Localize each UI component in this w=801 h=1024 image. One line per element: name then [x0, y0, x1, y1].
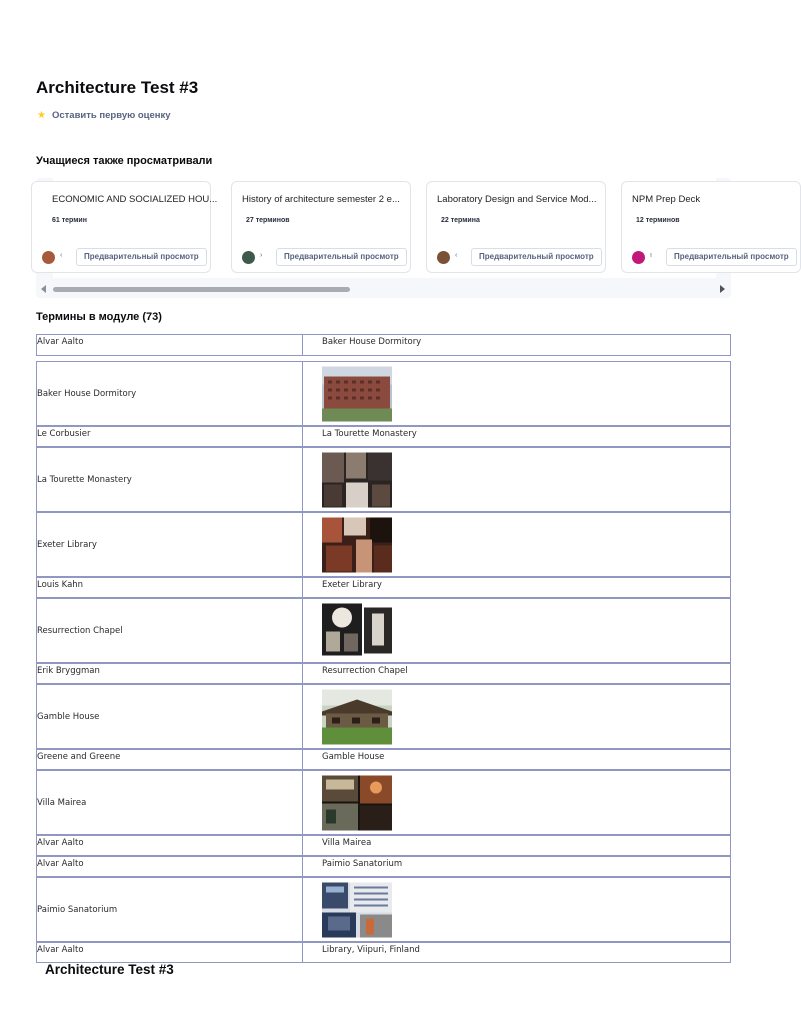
carousel-viewport [52, 178, 789, 278]
creator-initial: ‹ [455, 252, 458, 259]
term-text: Alvar Aalto [37, 337, 84, 347]
card-title: Laboratory Design and Service Mod... [437, 194, 597, 205]
also-studied-heading: Учащиеся также просматривали [36, 155, 213, 167]
creator-initial: › [260, 252, 263, 259]
definition-text: Villa Mairea [322, 838, 372, 848]
card-term-count: 12 терминов [636, 217, 680, 224]
definition-text: Exeter Library [322, 580, 382, 590]
card-term-count: 61 термин [52, 217, 87, 224]
villa-mairea-image [322, 775, 392, 830]
term-text: Gamble House [37, 711, 100, 722]
term-row [36, 942, 731, 963]
term-cell [37, 599, 303, 662]
rating-label: Оставить первую оценку [51, 109, 171, 121]
definition-text: Resurrection Chapel [322, 666, 408, 676]
term-cell [37, 685, 303, 748]
preview-button[interactable]: Предварительный просмотр [666, 248, 797, 266]
preview-button[interactable]: Предварительный просмотр [276, 248, 407, 266]
creator-initial: ‹ [60, 252, 63, 259]
term-text: Alvar Aalto [37, 838, 84, 848]
term-cell [37, 448, 303, 511]
related-set-card[interactable] [231, 181, 411, 273]
la-tourette-image [322, 452, 392, 507]
terms-heading: Термины в модуле (73) [36, 311, 162, 323]
terms-table [36, 334, 731, 954]
term-text: Erik Bryggman [37, 666, 100, 676]
definition-text: Gamble House [322, 752, 385, 762]
term-text: Greene and Greene [37, 752, 121, 762]
star-icon: ★ [37, 109, 46, 121]
scroll-left-arrow-icon[interactable] [41, 285, 46, 293]
term-cell [37, 750, 303, 769]
term-text: Alvar Aalto [37, 859, 84, 869]
definition-text: Baker House Dormitory [322, 337, 422, 347]
baker-house-image [322, 366, 392, 421]
card-title: ECONOMIC AND SOCIALIZED HOU... [52, 194, 218, 205]
term-row [36, 334, 731, 356]
related-set-card[interactable] [621, 181, 801, 273]
term-row [36, 835, 731, 856]
exeter-library-image [322, 517, 392, 572]
scroll-right-arrow-icon[interactable] [720, 285, 725, 293]
term-cell [37, 664, 303, 683]
term-cell [37, 943, 303, 962]
term-cell [37, 878, 303, 941]
definition-text: Paimio Sanatorium [322, 859, 403, 869]
card-title: NPM Prep Deck [632, 194, 701, 205]
term-text: Paimio Sanatorium [37, 904, 118, 915]
term-cell [37, 427, 303, 446]
avatar [632, 251, 645, 264]
term-cell [37, 836, 303, 855]
resurrection-chapel-image [322, 603, 392, 658]
definition-text: Library, Viipuri, Finland [322, 945, 420, 955]
term-row [36, 749, 731, 770]
term-text: Exeter Library [37, 539, 97, 550]
avatar [242, 251, 255, 264]
term-row [36, 877, 731, 942]
term-text: Villa Mairea [37, 797, 87, 808]
term-text: Alvar Aalto [37, 945, 84, 955]
term-text: Baker House Dormitory [37, 388, 137, 399]
term-text: La Tourette Monastery [37, 474, 132, 485]
avatar [42, 251, 55, 264]
term-row [36, 361, 731, 426]
preview-button[interactable]: Предварительный просмотр [76, 248, 207, 266]
term-cell [37, 335, 303, 355]
paimio-sanatorium-image [322, 882, 392, 937]
term-row [36, 577, 731, 598]
card-title: History of architecture semester 2 e... [242, 194, 400, 205]
term-cell [37, 362, 303, 425]
term-cell [37, 857, 303, 876]
term-row [36, 663, 731, 684]
term-row [36, 684, 731, 749]
term-cell [37, 771, 303, 834]
definition-text: La Tourette Monastery [322, 429, 417, 439]
gamble-house-image [322, 689, 392, 744]
term-text: Le Corbusier [37, 429, 91, 439]
term-row [36, 770, 731, 835]
avatar [437, 251, 450, 264]
card-term-count: 27 терминов [246, 217, 290, 224]
card-term-count: 22 термина [441, 217, 480, 224]
related-set-card[interactable] [426, 181, 606, 273]
page-title: Architecture Test #3 [36, 78, 199, 97]
term-cell [37, 578, 303, 597]
term-row [36, 856, 731, 877]
term-row [36, 447, 731, 512]
term-cell [37, 513, 303, 576]
creator-initial: ı [650, 252, 652, 259]
term-row [36, 426, 731, 447]
term-row [36, 598, 731, 663]
related-sets-carousel [36, 178, 789, 298]
preview-button[interactable]: Предварительный просмотр [471, 248, 602, 266]
related-set-card[interactable] [31, 181, 218, 273]
term-text: Resurrection Chapel [37, 625, 123, 636]
term-row [36, 512, 731, 577]
scrollbar-thumb[interactable] [53, 287, 350, 292]
footer-set-title: Architecture Test #3 [45, 962, 174, 977]
term-text: Louis Kahn [37, 580, 84, 590]
rate-button[interactable] [37, 108, 171, 122]
